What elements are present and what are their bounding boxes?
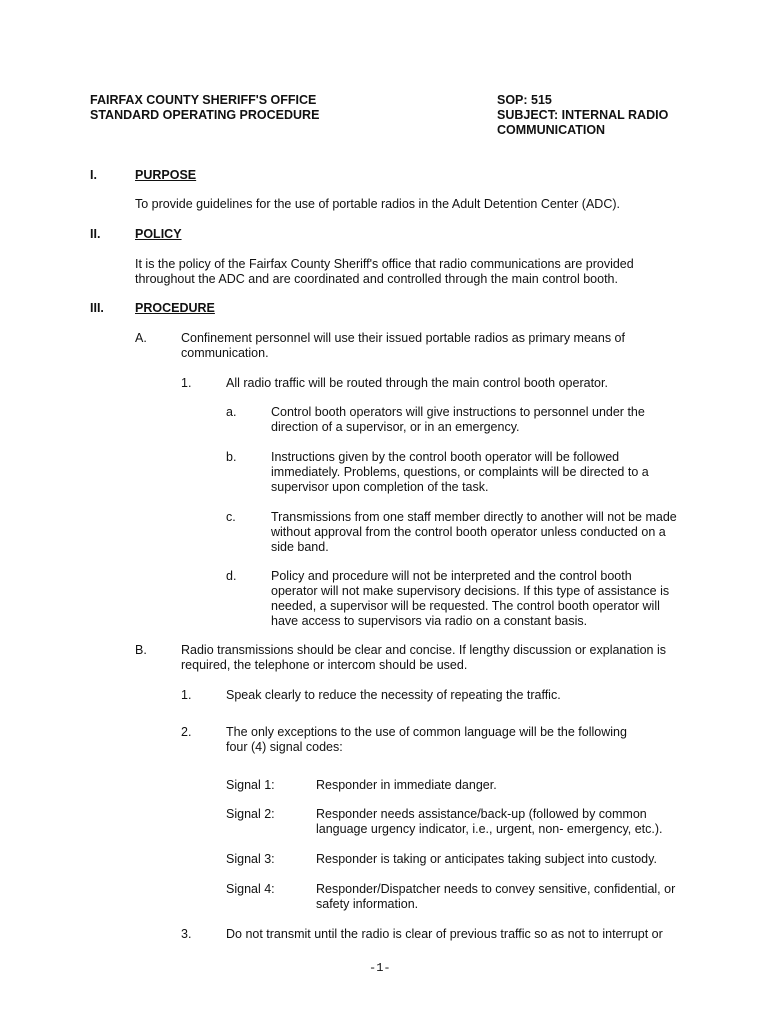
signal-3-code: Signal 3: <box>226 852 275 866</box>
signal-1-description: Responder in immediate danger. <box>316 778 497 792</box>
section-2-title: POLICY <box>135 227 182 241</box>
item-b1-text: Speak clearly to reduce the necessity of repeating the traffic. <box>226 688 561 702</box>
item-b2-text-line-2: four (4) signal codes: <box>226 740 343 754</box>
item-a1a-label: a. <box>226 405 237 419</box>
section-1-title: PURPOSE <box>135 168 197 182</box>
section-2-number: II. <box>90 227 101 241</box>
section-3-number: III. <box>90 301 104 315</box>
signal-3-description: Responder is taking or anticipates taking subject into custody. <box>316 852 657 866</box>
item-a-label: A. <box>135 331 147 345</box>
subject-line-2: COMMUNICATION <box>497 123 606 137</box>
subject-line-1: SUBJECT: INTERNAL RADIO <box>497 108 669 122</box>
signal-4-code: Signal 4: <box>226 882 275 896</box>
item-b-label: B. <box>135 643 147 657</box>
item-b2-text-line-1: The only exceptions to the use of common language will be the following <box>226 725 627 739</box>
item-a-text: Confinement personnel will use their issued portable radios as primary means of communication. <box>181 331 625 360</box>
section-1-number: I. <box>90 168 97 182</box>
sop-number: SOP: 515 <box>497 93 552 107</box>
signal-4-description: Responder/Dispatcher needs to convey sensitive, confidential, or safety information. <box>316 882 676 911</box>
item-a1b-text: Instructions given by the control booth operator will be followed immediately. Problems, questions, or complaints will be directed to a supervisor upon completion of the task. <box>271 450 649 494</box>
item-b-text: Radio transmissions should be clear and concise. If lengthy discussion or explanation is required, the telephone or intercom should be used. <box>181 643 666 672</box>
item-a1d-label: d. <box>226 569 237 583</box>
item-b3-text: Do not transmit until the radio is clear of previous traffic so as not to interrupt or <box>226 927 663 941</box>
agency-name: FAIRFAX COUNTY SHERIFF'S OFFICE <box>90 93 317 107</box>
item-b1-label: 1. <box>181 688 192 702</box>
item-a1d-text: Policy and procedure will not be interpreted and the control booth operator will not make supervisory decisions. If this type of assistance is needed, a supervisor will be requested. The control booth operator will have access to supervisors via radio on a constant basis. <box>271 569 670 628</box>
page-number: -1- <box>369 961 391 975</box>
item-b3-label: 3. <box>181 927 192 941</box>
item-a1-text: All radio traffic will be routed through the main control booth operator. <box>226 376 608 390</box>
section-3-title: PROCEDURE <box>135 301 215 315</box>
item-a1c-text: Transmissions from one staff member directly to another will not be made without approval from the control booth operator unless conducted on a side band. <box>271 510 677 554</box>
signal-2-code: Signal 2: <box>226 807 275 821</box>
signal-2-description: Responder needs assistance/back-up (followed by common language urgency indicator, i.e., urgent, non- emergency, etc.). <box>316 807 663 836</box>
item-a1a-text: Control booth operators will give instructions to personnel under the direction of a supervisor, or in an emergency. <box>271 405 645 434</box>
purpose-text: To provide guidelines for the use of portable radios in the Adult Detention Center (ADC). <box>135 197 620 211</box>
signal-1-code: Signal 1: <box>226 778 275 792</box>
item-b2-label: 2. <box>181 725 192 739</box>
item-a1b-label: b. <box>226 450 237 464</box>
item-a1-label: 1. <box>181 376 192 390</box>
document-type: STANDARD OPERATING PROCEDURE <box>90 108 320 122</box>
policy-text: It is the policy of the Fairfax County Sheriff's office that radio communications are provided throughout the ADC and are coordinated and controlled through the main control booth. <box>135 257 634 286</box>
item-a1c-label: c. <box>226 510 236 524</box>
